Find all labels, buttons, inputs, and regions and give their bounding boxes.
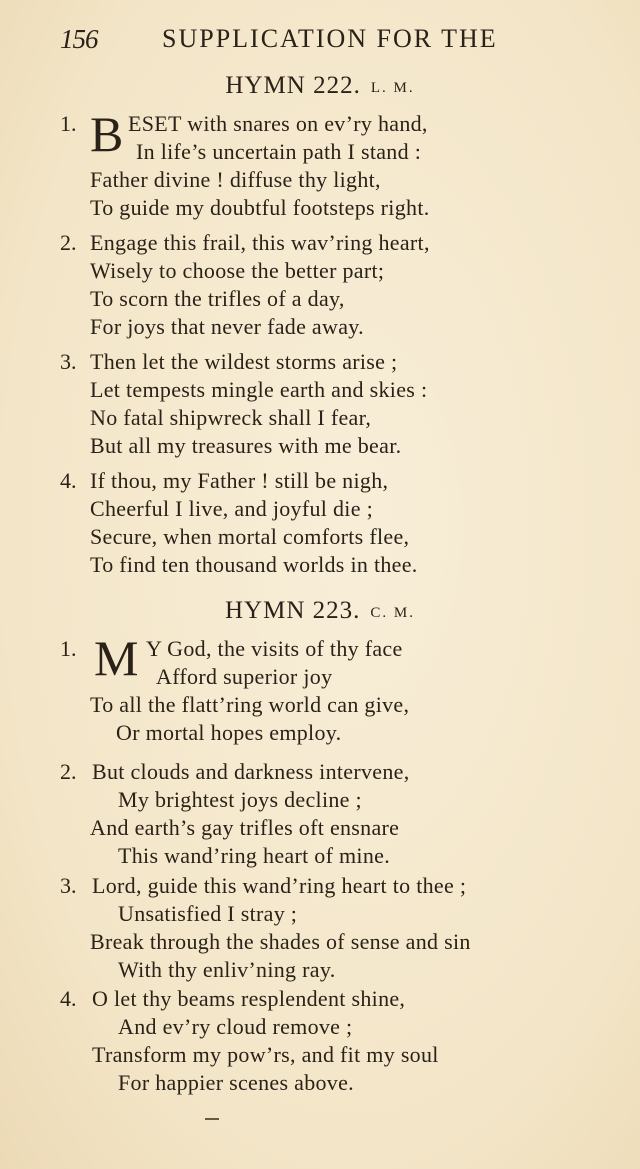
hymn-meter: L. M.: [370, 80, 415, 96]
verse-line: Then let the wildest storms arise ;: [90, 349, 398, 374]
printer-rule: [205, 1118, 219, 1120]
verse-number: 4.: [60, 986, 77, 1011]
verse-line: Or mortal hopes employ.: [116, 720, 342, 745]
running-head: [60, 24, 540, 58]
verse-number: 1.: [60, 111, 77, 136]
verse-number: 2.: [60, 230, 77, 255]
verse-line: My brightest joys decline ;: [118, 787, 362, 812]
verse-line: To scorn the trifles of a day,: [90, 286, 345, 311]
hymn-meter: C. M.: [370, 605, 415, 621]
hymn-heading: [0, 597, 640, 625]
verse-line: To guide my doubtful footsteps right.: [90, 195, 430, 220]
verse-line: In life’s uncertain path I stand :: [136, 139, 422, 164]
verse-line: To all the flatt’ring world can give,: [90, 692, 410, 717]
hymn-title: HYMN 223.: [225, 597, 361, 624]
verse-line: ESET with snares on ev’ry hand,: [128, 111, 428, 136]
verse-number: 1.: [60, 636, 77, 661]
verse-line: Wisely to choose the better part;: [90, 258, 385, 283]
verse-number: 3.: [60, 349, 77, 374]
verse-line: Transform my pow’rs, and fit my soul: [92, 1042, 439, 1067]
verse-line: But all my treasures with me bear.: [90, 433, 402, 458]
verse-line: But clouds and darkness intervene,: [92, 759, 410, 784]
verse-line: Y God, the visits of thy face: [146, 636, 403, 661]
verse-line: With thy enliv’ning ray.: [118, 957, 336, 982]
verse-line: And earth’s gay trifles oft ensnare: [90, 815, 400, 840]
verse-line: Let tempests mingle earth and skies :: [90, 377, 428, 402]
verse-line: Afford superior joy: [156, 664, 333, 689]
verse-line: This wand’ring heart of mine.: [118, 843, 391, 868]
drop-cap: B: [90, 106, 124, 162]
page-number: 156: [60, 24, 98, 54]
verse-line: Father divine ! diffuse thy light,: [90, 167, 381, 192]
hymn-heading: [0, 72, 640, 100]
verse-line: Lord, guide this wand’ring heart to thee ;: [92, 873, 467, 898]
verse-line: O let thy beams resplendent shine,: [92, 986, 406, 1011]
verse-number: 3.: [60, 873, 77, 898]
hymn-title: HYMN 222.: [225, 72, 361, 99]
verse-line: For happier scenes above.: [118, 1070, 354, 1095]
verse-number: 4.: [60, 468, 77, 493]
running-title: SUPPLICATION FOR THE: [162, 24, 498, 53]
verse-number: 2.: [60, 759, 77, 784]
verse-line: To find ten thousand worlds in thee.: [90, 552, 418, 577]
verse-line: Break through the shades of sense and sin: [90, 929, 471, 954]
verse-line: Cheerful I live, and joyful die ;: [90, 496, 373, 521]
verse-line: And ev’ry cloud remove ;: [118, 1014, 353, 1039]
drop-cap: M: [94, 630, 139, 686]
verse-line: For joys that never fade away.: [90, 314, 364, 339]
verse-line: Secure, when mortal comforts flee,: [90, 524, 410, 549]
verse-line: Engage this frail, this wav’ring heart,: [90, 230, 430, 255]
verse-line: If thou, my Father ! still be nigh,: [90, 468, 389, 493]
verse-line: Unsatisfied I stray ;: [118, 901, 298, 926]
verse-line: No fatal shipwreck shall I fear,: [90, 405, 372, 430]
